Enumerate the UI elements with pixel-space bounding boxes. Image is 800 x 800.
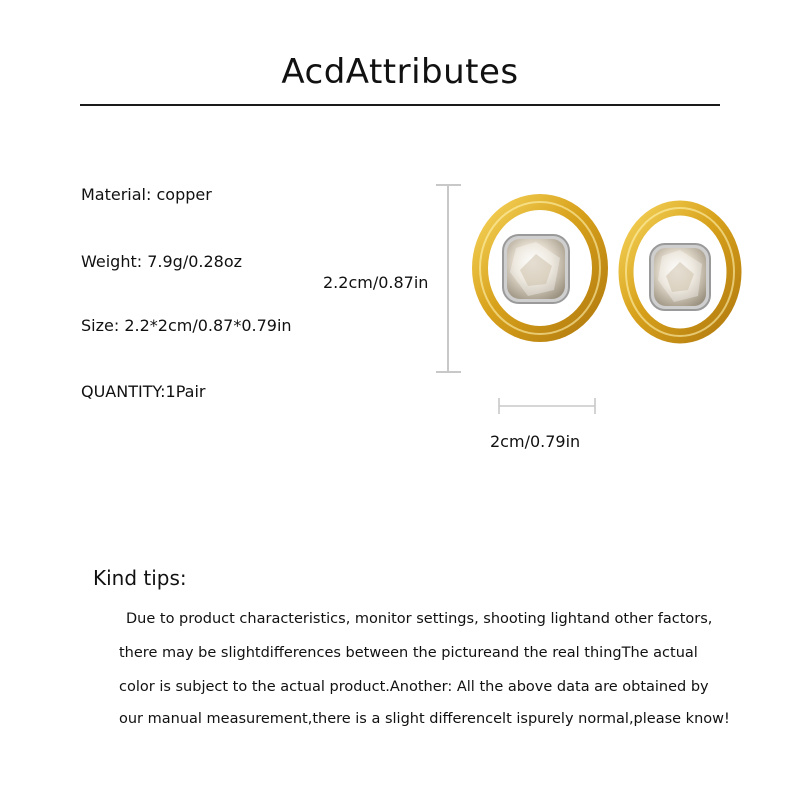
attribute-material: Material: copper <box>81 185 212 204</box>
attribute-weight: Weight: 7.9g/0.28oz <box>81 252 243 271</box>
left-earring <box>480 202 600 334</box>
height-dimension-label: 2.2cm/0.87in <box>323 273 429 292</box>
attribute-size: Size: 2.2*2cm/0.87*0.79in <box>81 316 292 335</box>
kind-tips-line: Due to product characteristics, monitor settings, shooting lightand other factors, <box>126 611 713 627</box>
kind-tips-heading: Kind tips: <box>93 566 187 590</box>
kind-tips-line: our manual measurement,there is a slight differencelt ispurely normal,please know! <box>119 711 730 727</box>
width-dimension-line <box>499 398 595 414</box>
kind-tips-line: there may be slightdifferences between the pictureand the real thingThe actual <box>119 645 698 661</box>
attribute-quantity: QUANTITY:1Pair <box>81 382 206 401</box>
width-dimension-label: 2cm/0.79in <box>490 432 581 451</box>
kind-tips-line: color is subject to the actual product.Another: All the above data are obtained by <box>119 679 709 695</box>
earring-pair-icon <box>470 188 755 368</box>
right-earring <box>626 208 734 336</box>
height-dimension-line <box>436 185 461 372</box>
page-title: AcdAttributes <box>281 52 519 92</box>
